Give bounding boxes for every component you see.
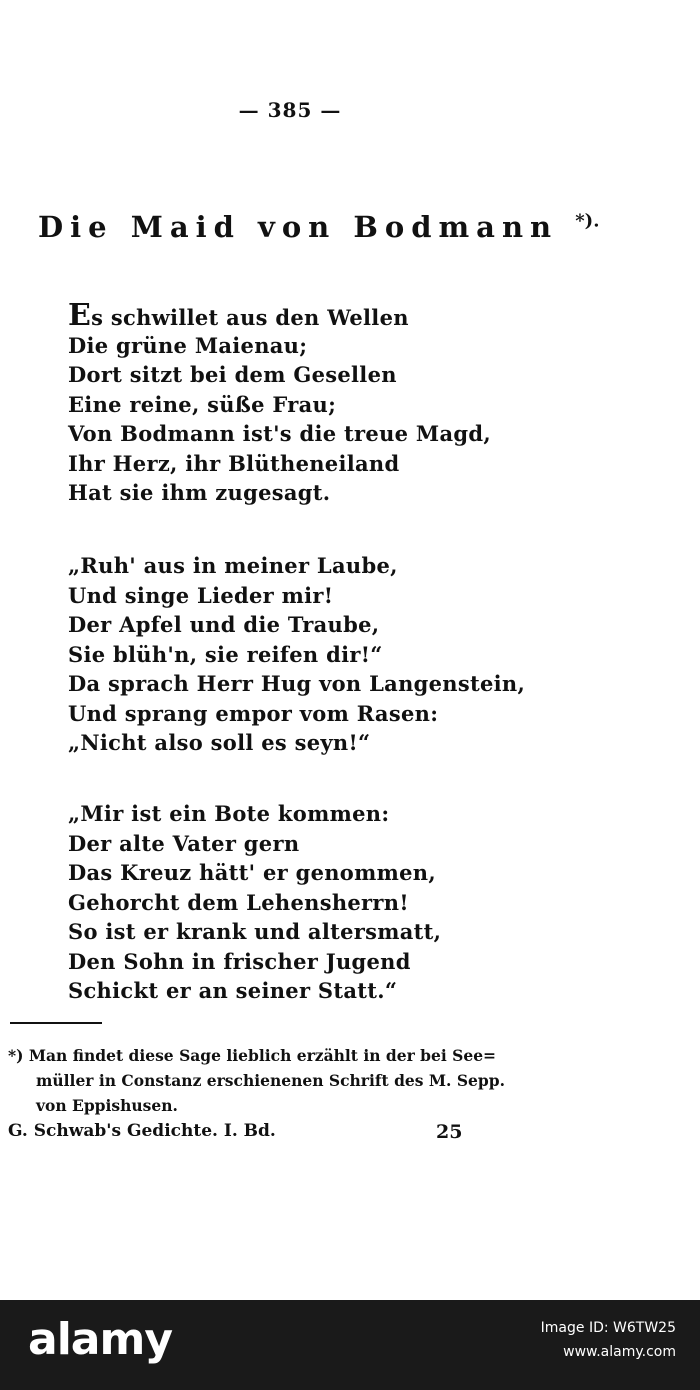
stanza-1 <box>68 298 491 508</box>
verse-line: Von Bodmann ist's die treue Magd, <box>68 421 491 446</box>
footnote <box>8 1043 588 1118</box>
verse-line: Es schwillet aus den Wellen <box>68 298 409 333</box>
verse-line: Und singe Lieder mir! <box>68 582 334 608</box>
verse-line: „Nicht also soll es seyn!“ <box>68 730 371 755</box>
verse-line: Sie blüh'n, sie reifen dir!“ <box>68 641 383 667</box>
footnote-line: von Eppishusen. <box>36 1096 178 1115</box>
verse-line: Dort sitzt bei dem Gesellen <box>68 362 397 387</box>
verse-line: Das Kreuz hätt' er genommen, <box>68 860 436 885</box>
verse-line: „Mir ist ein Bote kommen: <box>68 801 390 826</box>
page-number: — 385 — <box>238 98 342 122</box>
image-credit <box>541 1316 676 1364</box>
signature-number: 25 <box>436 1121 463 1143</box>
poem-title <box>38 210 599 244</box>
image-id: Image ID: W6TW25 <box>540 1320 676 1336</box>
verse-line: Der Apfel und die Traube, <box>68 612 380 637</box>
stanza-2 <box>68 551 525 758</box>
stanza-3 <box>68 799 441 1006</box>
verse-line: Eine reine, süße Frau; <box>68 391 337 417</box>
site-url: www.alamy.com <box>563 1344 676 1360</box>
verse-line: Ihr Herz, ihr Blütheneiland <box>68 450 400 476</box>
verse-line: Und sprang empor vom Rasen: <box>68 700 439 726</box>
signature-mark: G. Schwab's Gedichte. I. Bd. <box>8 1121 276 1141</box>
verse-line: Die grüne Maienau; <box>68 332 308 358</box>
footnote-divider <box>10 1022 102 1024</box>
verse-line: Der alte Vater gern <box>68 830 300 856</box>
alamy-logo: alamy <box>28 1314 172 1365</box>
footnote-line: *) Man findet diese Sage lieblich erzählt in der bei See= <box>8 1046 497 1065</box>
poem-title-text: Die Maid von Bodmann <box>38 210 559 244</box>
verse-line: So ist er krank und altersmatt, <box>68 919 442 944</box>
verse-line: Hat sie ihm zugesagt. <box>68 480 331 505</box>
watermark-banner <box>0 1300 700 1390</box>
verse-line: Da sprach Herr Hug von Langenstein, <box>68 671 526 696</box>
verse-line: Den Sohn in frischer Jugend <box>68 948 411 974</box>
verse-line: Schickt er an seiner Statt.“ <box>68 978 398 1003</box>
footnote-marker: *). <box>575 210 600 232</box>
verse-line: „Ruh' aus in meiner Laube, <box>68 553 398 578</box>
verse-line: Gehorcht dem Lehensherrn! <box>68 889 409 915</box>
footnote-line: müller in Constanz erschienenen Schrift des M. Sepp. <box>36 1071 505 1090</box>
